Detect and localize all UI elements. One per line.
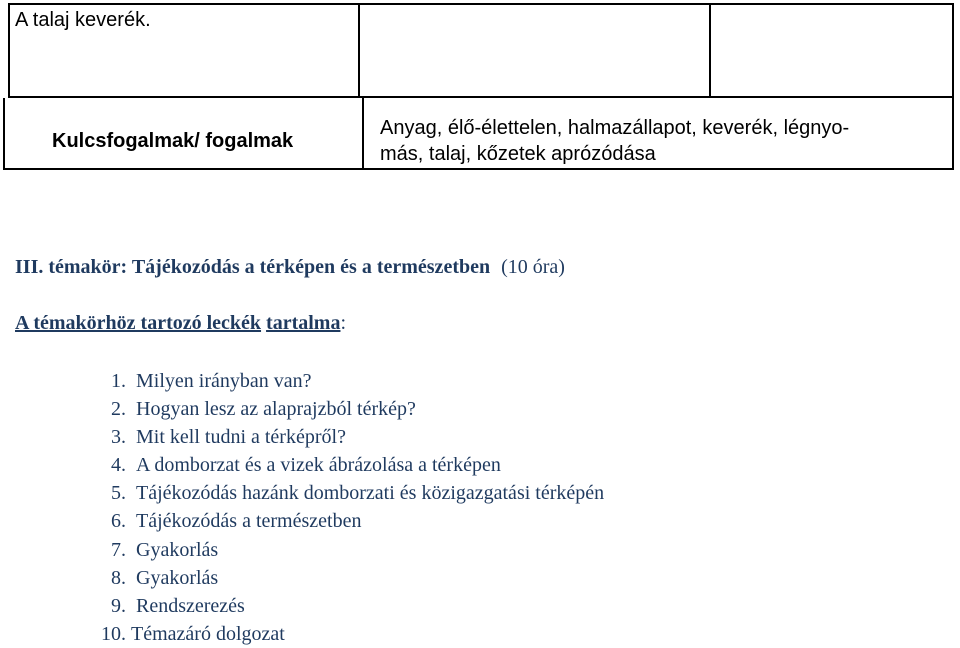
list-item [84,423,604,451]
list-item-number: 5. [111,482,126,505]
list-item-number: 10. [101,622,126,645]
section-title [15,255,565,279]
cell-key-concepts-line1: Anyag, élő-élettelen, halmazállapot, keverék, légnyo- [380,117,850,139]
list-item [84,536,604,564]
list-item-text: Rendszerezés [136,594,245,617]
list-item-text: Tájékozódás a természetben [136,510,362,533]
list-item-text: A domborzat és a vizek ábrázolása a térképen [136,454,501,477]
list-item-text: Gyakorlás [136,538,219,561]
list-item-number: 9. [111,594,126,617]
lessons-list [84,367,604,648]
list-item-text: Tájékozódás hazánk domborzati és közigazgatási térképén [136,482,605,505]
list-item-number: 6. [111,510,126,533]
lessons-heading-part1: A témakörhöz tartozó leckék [15,312,262,334]
list-item [84,592,604,620]
list-item [84,479,604,507]
cell-key-concepts-line2: más, talaj, kőzetek aprózódása [380,143,656,165]
list-item-text: Gyakorlás [136,566,219,589]
list-item [84,451,604,479]
list-item-number: 4. [111,454,126,477]
lessons-heading-part2: tartalma [266,312,341,334]
list-item [84,620,604,648]
cell-topic-name: A talaj keverék. [15,9,151,31]
list-item-text: Témazáró dolgozat [131,622,285,645]
list-item [84,564,604,592]
list-item-number: 2. [111,398,126,421]
lessons-heading [15,311,346,335]
section-title-text: III. témakör: Tájékozódás a térképen és a természetben [15,256,491,278]
list-item-text: Hogyan lesz az alaprajzból térkép? [136,398,416,421]
list-item [84,367,604,395]
list-item-number: 8. [111,566,126,589]
list-item-number: 3. [111,426,126,449]
list-item-text: Mit kell tudni a térképről? [136,426,346,449]
section-hours: (10 óra) [501,256,565,278]
list-item-number: 7. [111,538,126,561]
lessons-heading-colon: : [340,312,347,334]
list-item-number: 1. [111,370,126,392]
list-item [84,507,604,535]
list-item [84,395,604,423]
list-item-text: Milyen irányban van? [136,370,312,392]
cell-key-concepts-label: Kulcsfogalmak/ fogalmak [52,130,294,152]
